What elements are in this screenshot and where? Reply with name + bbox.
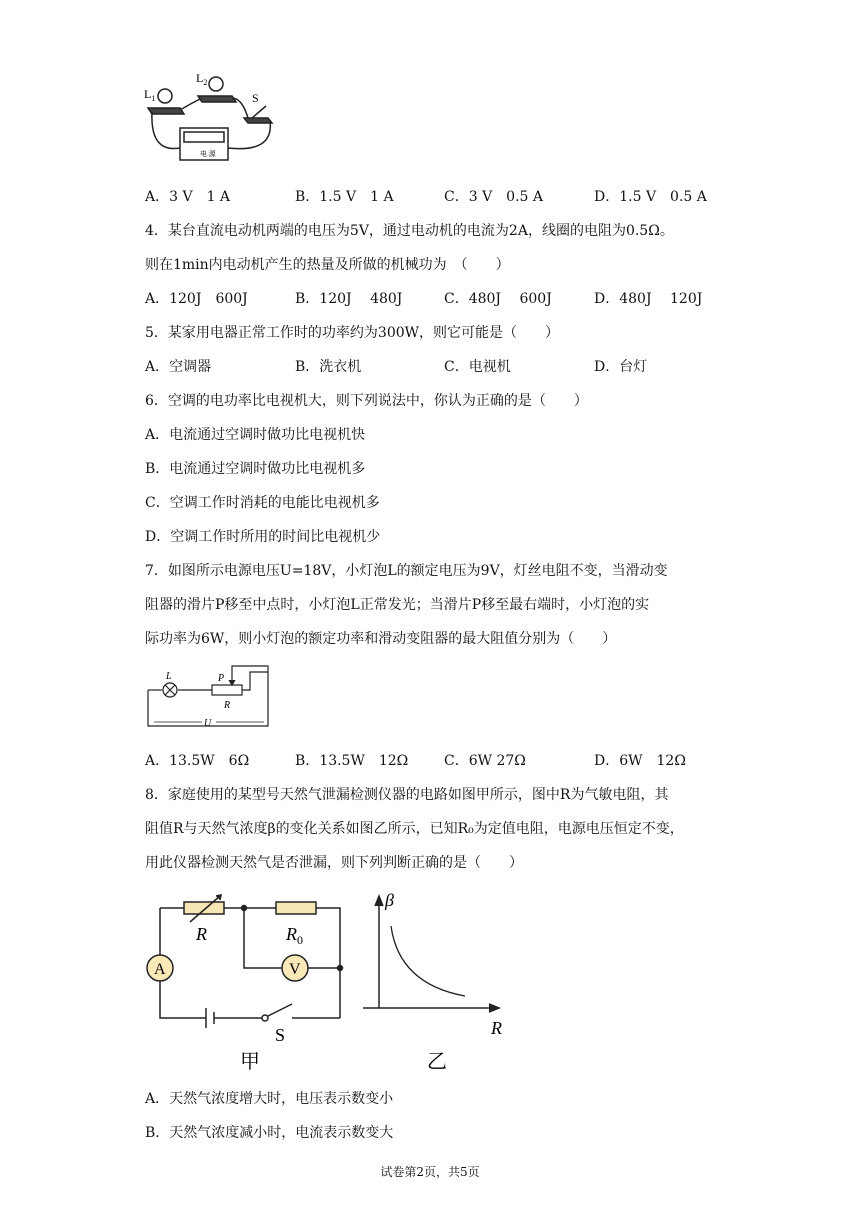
q8-graph-yi bbox=[355, 884, 515, 1074]
q5-option-c: C．电视机 bbox=[444, 359, 511, 375]
q4-text-line2: 则在1min内电动机产生的热量及所做的机械功为 （ ） bbox=[145, 257, 510, 273]
slider-label: P bbox=[218, 673, 225, 684]
q4-option-c: C．480J 600J bbox=[444, 291, 552, 307]
q6-text-line1: 6．空调的电功率比电视机大，则下列说法中，你认为正确的是（ ） bbox=[145, 393, 588, 409]
q3-option-a: A．3 V 1 A bbox=[145, 189, 231, 205]
switch-label: S bbox=[275, 1025, 286, 1045]
q7-option-c: C．6W 27Ω bbox=[444, 753, 526, 769]
q8-text-line2: 阻值R与天然气浓度β的变化关系如图乙所示，已知R₀为定值电阻，电源电压恒定不变， bbox=[145, 821, 684, 837]
q8-circuit-jia bbox=[140, 884, 360, 1074]
q5-option-d: D．台灯 bbox=[594, 359, 648, 375]
q6-option-c: C．空调工作时消耗的电能比电视机多 bbox=[145, 495, 380, 511]
q6-option-a: A．电流通过空调时做功比电视机快 bbox=[145, 427, 366, 443]
beta-axis-label: β bbox=[385, 890, 394, 910]
l1-label: $L_1$ bbox=[144, 87, 156, 103]
r-axis-label: R bbox=[491, 1018, 502, 1038]
q4-option-a: A．120J 600J bbox=[145, 291, 248, 307]
power-label: 电 源 bbox=[200, 150, 216, 158]
ammeter-label: A bbox=[154, 961, 166, 978]
q3-option-d: D．1.5 V 0.5 A bbox=[594, 189, 707, 205]
q7-option-b: B．13.5W 12Ω bbox=[295, 753, 409, 769]
q7-text-line3: 际功率为6W，则小灯泡的额定功率和滑动变阻器的最大阻值分别为（ ） bbox=[145, 631, 617, 647]
s-label: S bbox=[252, 91, 259, 105]
fig-yi-label: 乙 bbox=[427, 1051, 447, 1073]
q4-option-d: D．480J 120J bbox=[594, 291, 703, 307]
q3-circuit-figure bbox=[140, 68, 300, 168]
q3-option-c: C．3 V 0.5 A bbox=[444, 189, 544, 205]
page-footer: 试卷第2页，共5页 bbox=[380, 1165, 480, 1179]
q4-option-b: B．120J 480J bbox=[295, 291, 403, 307]
q8-text-line3: 用此仪器检测天然气是否泄漏，则下列判断正确的是（ ） bbox=[145, 855, 523, 871]
q5-text-line1: 5．某家用电器正常工作时的功率约为300W，则它可能是（ ） bbox=[145, 325, 560, 341]
q4-text-line1: 4．某台直流电动机两端的电压为5V，通过电动机的电流为2A，线圈的电阻为0.5Ω。 bbox=[145, 223, 674, 239]
q6-option-b: B．电流通过空调时做功比电视机多 bbox=[145, 461, 366, 477]
rheostat-label: R bbox=[224, 700, 231, 711]
voltage-label: U bbox=[204, 718, 212, 729]
lamp-label: L bbox=[166, 671, 172, 682]
q6-option-d: D．空调工作时所用的时间比电视机少 bbox=[145, 529, 381, 545]
q7-circuit-figure bbox=[140, 660, 280, 736]
gas-resistor-label: R bbox=[196, 924, 207, 944]
q7-option-d: D．6W 12Ω bbox=[594, 753, 686, 769]
q7-option-a: A．13.5W 6Ω bbox=[145, 753, 250, 769]
l2-label: $L_2$ bbox=[196, 71, 208, 87]
fixed-resistor-label: $R_0$ bbox=[286, 924, 303, 947]
fig-jia-label: 甲 bbox=[240, 1051, 260, 1073]
q8-text-line1: 8．家庭使用的某型号天然气泄漏检测仪器的电路如图甲所示，图中R为气敏电阻，其 bbox=[145, 787, 669, 803]
voltmeter-label: V bbox=[289, 961, 301, 978]
q5-option-a: A．空调器 bbox=[145, 359, 212, 375]
q5-option-b: B．洗衣机 bbox=[295, 359, 362, 375]
q8-option-a: A．天然气浓度增大时，电压表示数变小 bbox=[145, 1091, 394, 1107]
q3-option-b: B．1.5 V 1 A bbox=[295, 189, 394, 205]
q7-text-line2: 阻器的滑片P移至中点时，小灯泡L正常发光；当滑片P移至最右端时，小灯泡的实 bbox=[145, 597, 650, 613]
q8-option-b: B．天然气浓度减小时，电流表示数变大 bbox=[145, 1125, 394, 1141]
q7-text-line1: 7．如图所示电源电压U=18V，小灯泡L的额定电压为9V，灯丝电阻不变，当滑动变 bbox=[145, 563, 668, 579]
